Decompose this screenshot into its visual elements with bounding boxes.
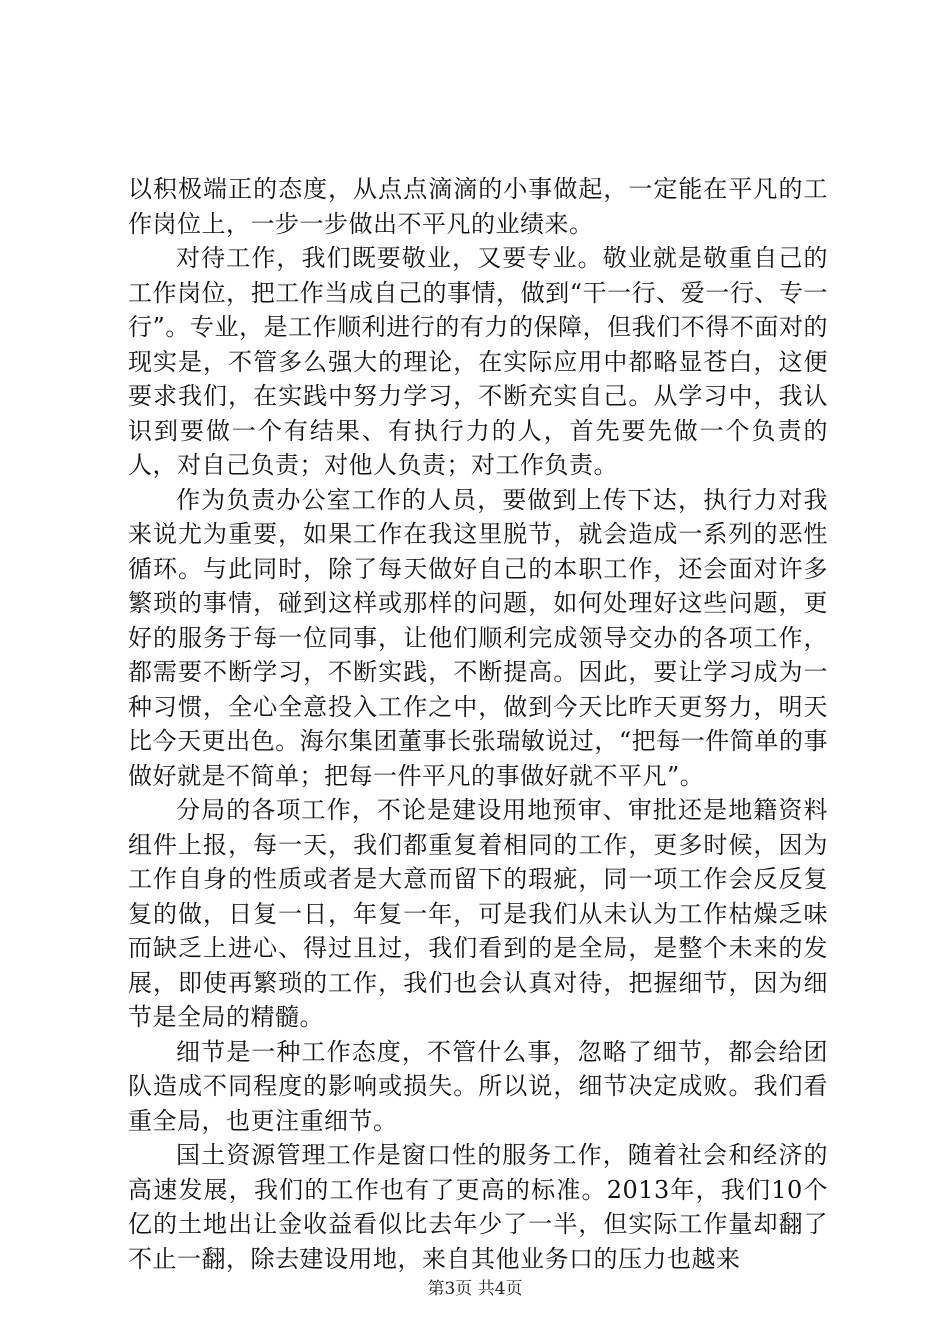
paragraph-1: 以积极端正的态度，从点点滴滴的小事做起，一定能在平凡的工作岗位上，一步一步做出不平凡的业绩来。 xyxy=(128,175,828,238)
paragraph-3: 作为负责办公室工作的人员，要做到上传下达，执行力对我来说尤为重要，如果工作在我这里脱节，就会造成一系列的恶性循环。与此同时，除了每天做好自己的本职工作，还会面对许多繁琐的事情，碰到这样或那样的问题，如何处理好这些问题，更好的服务于每一位同事，让他们顺利完成领导交办的各项工作，都需要不断学习，不断实践，不断提高。因此，要让学习成为一种习惯，全心全意投入工作之中，做到今天比昨天更努力，明天比今天更出色。海尔集团董事长张瑞敏说过，“把每一件简单的事做好就是不简单；把每一件平凡的事做好就不平凡”。 xyxy=(128,485,828,790)
page-footer: 第3页 共4页 xyxy=(427,1279,523,1299)
paragraph-5: 细节是一种工作态度，不管什么事，忽略了细节，都会给团队造成不同程度的影响或损失。所以说，细节决定成败。我们看重全局，也更注重细节。 xyxy=(128,1037,828,1135)
paragraph-6: 国土资源管理工作是窗口性的服务工作，随着社会和经济的高速发展，我们的工作也有了更高的标准。2013年，我们10个亿的土地出让金收益看似比去年少了一半，但实际工作量却翻了不止一翻，除去建设用地，来自其他业务口的压力也越来 xyxy=(128,1141,828,1273)
document-body xyxy=(128,172,828,1276)
paragraph-2: 对待工作，我们既要敬业，又要专业。敬业就是敬重自己的工作岗位，把工作当成自己的事情，做到“干一行、爱一行、专一行”。专业，是工作顺利进行的有力的保障，但我们不得不面对的现实是，不管多么强大的理论，在实际应用中都略显苍白，这便要求我们，在实践中努力学习，不断充实自己。从学习中，我认识到要做一个有结果、有执行力的人，首先要先做一个负责的人，对自己负责；对他人负责；对工作负责。 xyxy=(128,244,828,479)
paragraph-4: 分局的各项工作，不论是建设用地预审、审批还是地籍资料组件上报，每一天，我们都重复着相同的工作，更多时候，因为工作自身的性质或者是大意而留下的瑕疵，同一项工作会反反复复的做，日复一日，年复一年，可是我们从未认为工作枯燥乏味而缺乏上进心、得过且过，我们看到的是全局，是整个未来的发展，即使再繁琐的工作，我们也会认真对待，把握细节，因为细节是全局的精髓。 xyxy=(128,796,828,1031)
